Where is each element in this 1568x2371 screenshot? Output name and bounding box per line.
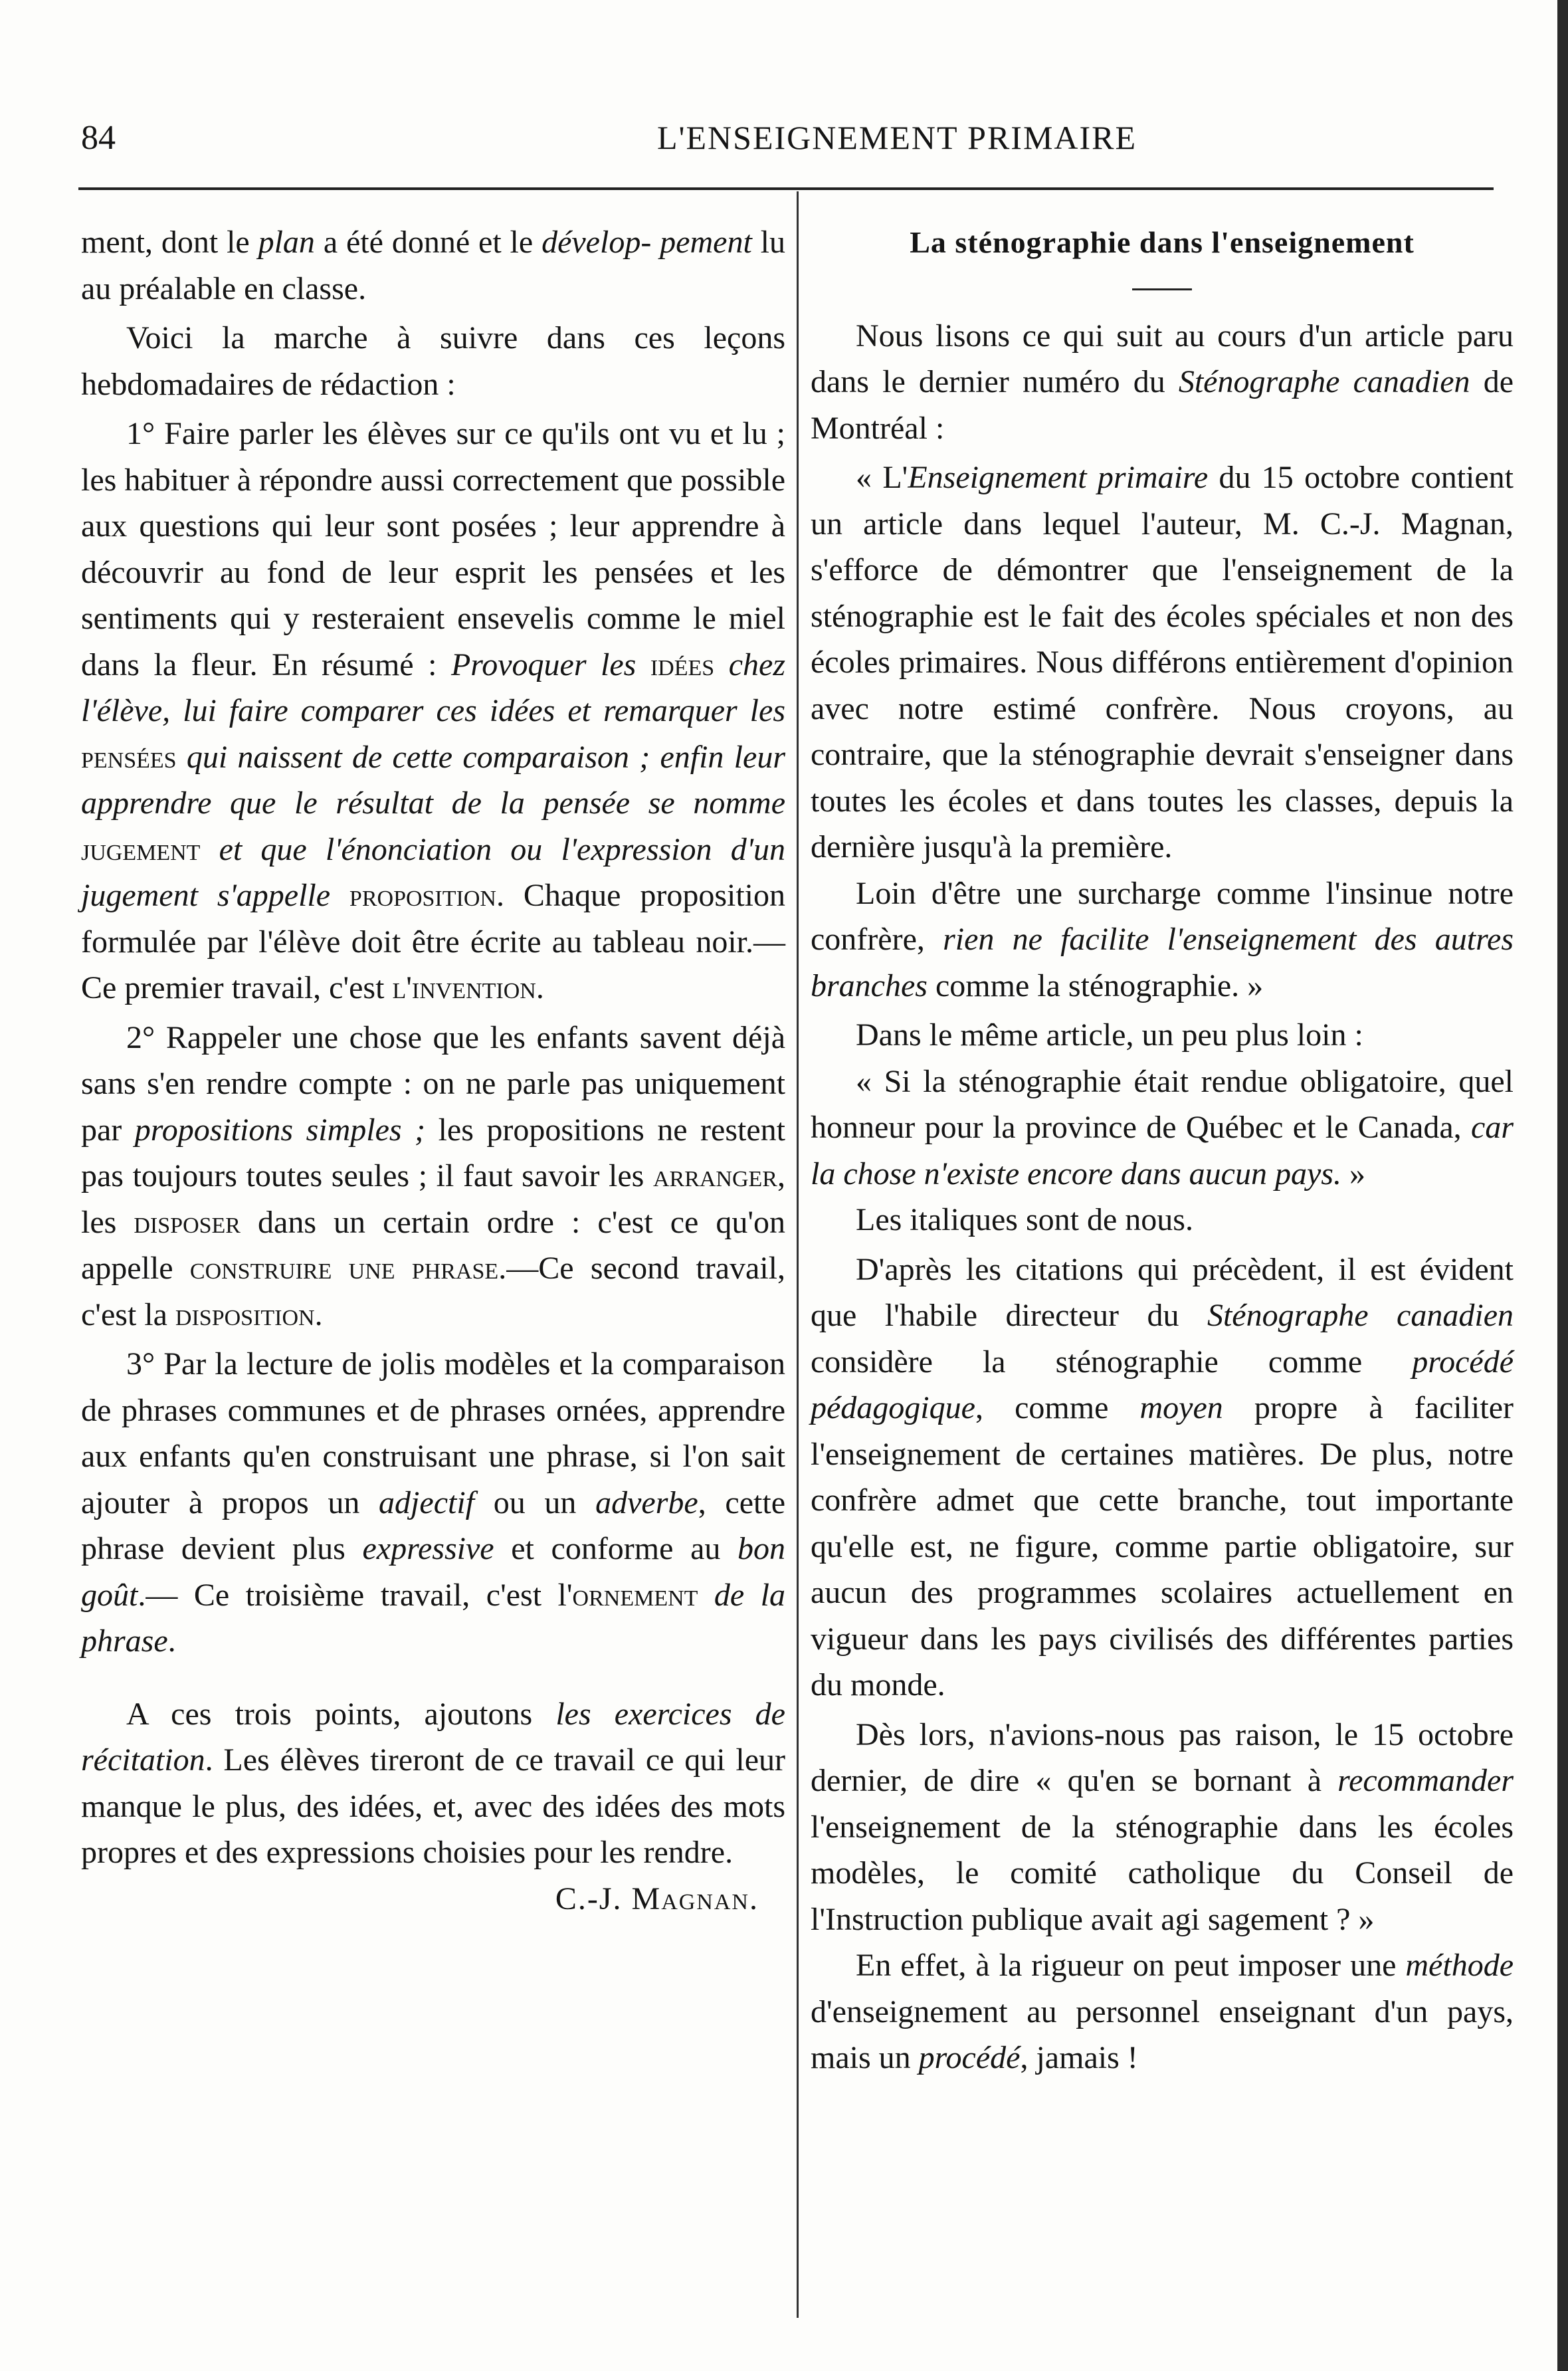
right-column	[811, 219, 1514, 2081]
left-paragraph-5: 3° Par la lecture de jolis modèles et la comparaison de phrases communes et de phrases ornées, apprendre aux enfants qu'en construisant une phrase, si l'on sait ajouter à propos un adjectif ou un adverbe, cette phrase devient plus expressive et conforme au bon goût.— Ce troisième travail, c'est l'ornement de la phrase.	[81, 1346, 786, 1659]
right-paragraph-4: Dans le même article, un peu plus loin :	[856, 1017, 1363, 1053]
left-paragraph-4: 2° Rappeler une chose que les enfants savent déjà sans s'en rendre compte : on ne parle pas uniquement par propositions simples ; les propositions ne restent pas toujours toutes seules ; il faut savoir les arranger, les disposer dans un certain ordre : c'est ce qu'on appelle construire une phrase.—Ce second travail, c'est la disposition.	[81, 1019, 786, 1332]
running-title: L'ENSEIGNEMENT PRIMAIRE	[656, 119, 1137, 156]
author-signature: C.-J. Magnan.	[555, 1881, 759, 1916]
right-paragraph-9: En effet, à la rigueur on peut imposer une méthode d'enseignement au personnel enseignant d'un pays, mais un procédé, jamais !	[811, 1948, 1514, 2075]
left-paragraph-3: 1° Faire parler les élèves sur ce qu'ils ont vu et lu ; les habituer à répondre aussi correctement que possible aux questions qui leur sont posées ; leur apprendre à découvrir au fond de leur esprit les pensées et les sentiments qui y resteraient ensevelis comme le miel dans la fleur. En résumé : Provoquer les idées chez l'élève, lui faire comparer ces idées et remarquer les pensées qui naissent de cette comparaison ; enfin leur apprendre que le résultat de la pensée se nomme jugement et que l'énonciation ou l'expression d'un jugement s'appelle proposition. Chaque proposition formulée par l'élève doit être écrite au tableau noir.—Ce premier travail, c'est l'invention.	[81, 416, 786, 1005]
left-column	[81, 219, 785, 1922]
title-separator	[1132, 288, 1192, 290]
article-title: La sténographie dans l'enseignement	[910, 225, 1415, 259]
right-paragraph-2: « L'Enseignement primaire du 15 octobre contient un article dans lequel l'auteur, M. C.-J. Magnan, s'efforce de démontrer que l'enseignement de la sténographie est le fait des écoles spéciales et non des écoles primaires. Nous différons entièrement d'opinion avec notre estimé confrère. Nous croyons, au contraire, que la sténographie devrait s'enseigner dans toutes les écoles et dans toutes les classes, depuis la dernière jusqu'à la première.	[811, 460, 1514, 865]
right-paragraph-7: D'après les citations qui précèdent, il est évident que l'habile directeur du Sténographe canadien considère la sténographie comme procédé pédagogique, comme moyen propre à faciliter l'enseignement de certaines matières. De plus, notre confrère admet que cette branche, tout importante qu'elle est, ne figure, comme partie obligatoire, sur aucun des programmes scolaires actuellement en vigueur dans les pays civilisés des différentes parties du monde.	[811, 1251, 1514, 1702]
left-paragraph-2: Voici la marche à suivre dans ces leçons hebdomadaires de rédaction :	[81, 320, 785, 402]
right-paragraph-8: Dès lors, n'avions-nous pas raison, le 15 octobre dernier, de dire « qu'en se bornant à recommander l'enseignement de la sténographie dans les écoles modèles, le comité catholique du Conseil de l'Instruction publique avait agi sagement ? »	[811, 1716, 1514, 1937]
header-rule	[78, 187, 1494, 190]
right-paragraph-1: Nous lisons ce qui suit au cours d'un article paru dans le dernier numéro du Sténographe canadien de Montréal :	[811, 318, 1514, 446]
right-paragraph-3: Loin d'être une surcharge comme l'insinue notre confrère, rien ne facilite l'enseignement des autres branches comme la sténographie. »	[811, 875, 1514, 1003]
right-paragraph-5: « Si la sténographie était rendue obligatoire, quel honneur pour la province de Québec et le Canada, car la chose n'existe encore dans aucun pays. »	[811, 1063, 1514, 1191]
page-edge	[1557, 0, 1568, 2371]
page-number: 84	[81, 119, 116, 157]
right-paragraph-6: Les italiques sont de nous.	[856, 1202, 1193, 1237]
left-paragraph-1: ment, dont le plan a été donné et le dévelop- pement lu au préalable en classe.	[81, 225, 786, 306]
left-paragraph-6: A ces trois points, ajoutons les exercices de récitation. Les élèves tireront de ce travail ce qui leur manque le plus, des idées, et, avec des idées des mots propres et des expressions choisies pour les rendre.	[81, 1696, 785, 1870]
column-divider	[797, 191, 799, 2318]
